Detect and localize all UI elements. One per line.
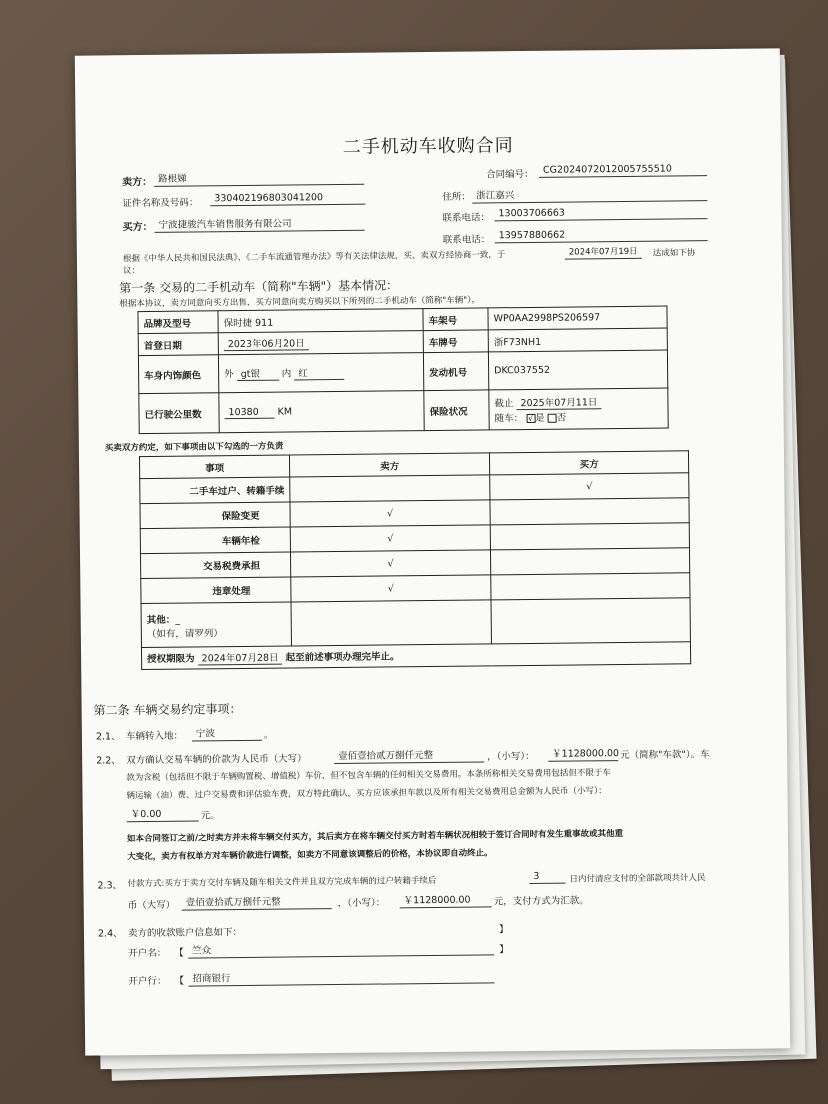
clause-2-2-text3: 元（简称"车款"）。车 [620, 749, 710, 762]
yes-checkbox[interactable]: √ [528, 413, 534, 423]
price-chinese: 壹佰壹拾贰万捌仟元整 [334, 746, 484, 764]
vin-label: 车架号 [423, 308, 488, 331]
mileage-label: 已行驶公里数 [139, 393, 219, 434]
payment-chinese: 壹佰壹拾贰万捌仟元整 [182, 893, 332, 911]
mileage-unit: KM [277, 405, 293, 418]
clause-2-2-text1: 双方确认交易车辆的价款为人民币（大写） [126, 753, 307, 767]
contract-page [75, 48, 790, 1055]
clause-2-3-num: 2.3、 [97, 880, 123, 892]
color-cell [218, 353, 423, 393]
account-name: 竺众 [188, 939, 494, 958]
duty-buyer-check[interactable] [490, 548, 689, 575]
deadline-cell [141, 642, 690, 670]
duty-item: 车辆年检 [140, 527, 290, 554]
buyer-name: 宁波捷骏汽车销售服务有限公司 [154, 215, 364, 233]
insurance-cell [489, 388, 668, 430]
id-label: 证件名称及号码： [122, 197, 199, 210]
duty-seller-check[interactable]: √ [290, 500, 490, 527]
clause-2-4-num: 2.4、 [97, 928, 123, 940]
with-car-label: 随车： [494, 413, 524, 425]
brand-value: 保时捷 911 [218, 309, 423, 333]
section1-title: 第一条 交易的二手机动车（简称"车辆"）基本情况： [119, 278, 399, 296]
clause-2-3-text2: 日内付清应支付的全部款项共计人民 [569, 873, 706, 885]
address-label: 住所： [442, 191, 471, 203]
insurance-date: 2025年07月11日 [516, 394, 601, 410]
plate-value: 浙F73NH1 [488, 328, 667, 352]
deadline-end: 起至前述事项办理完毕止。 [285, 651, 400, 664]
reg-date-label: 首登日期 [138, 333, 218, 356]
brand-label: 品牌及型号 [138, 311, 218, 334]
duty-intro: 买卖双方约定，如下事项由以下勾选的一方负责 [104, 441, 284, 454]
insurance-label: 保险状况 [424, 390, 489, 431]
no-label: 否 [556, 412, 567, 424]
outer-color: gt银 [237, 366, 279, 381]
color-label: 车身内饰颜色 [138, 355, 218, 394]
other-hint: （如有，请罗列） [146, 627, 223, 640]
bank-name: 招商银行 [188, 967, 494, 986]
clause-2-3-text5: 元，支付方式为汇款。 [493, 895, 589, 908]
duty-buyer-check[interactable] [490, 498, 689, 525]
inner-color: 红 [294, 365, 344, 381]
inner-prefix: 内 [281, 368, 292, 380]
contract-no-label: 合同编号： [485, 168, 534, 181]
vin-value: WP0AA2998PS206597 [488, 306, 667, 330]
duty-buyer-check[interactable]: √ [490, 473, 689, 500]
duty-other-buyer[interactable] [491, 598, 690, 644]
bracket-open-2: 【 [174, 947, 184, 959]
duty-item: 二手车过户、转籍手续 [140, 477, 290, 504]
duty-seller-check[interactable] [290, 475, 490, 502]
plate-label: 车牌号 [423, 330, 488, 353]
duty-item: 保险变更 [140, 502, 290, 529]
basis-end: 达成如下协 [652, 248, 696, 259]
duty-other-seller[interactable] [291, 600, 491, 646]
duty-item: 违章处理 [141, 577, 291, 604]
clause-2-2-line2: 款为含税（包括但不限于车辆购置税、增值税）车价，但不包含车辆的任何相关交易费用。本条所称相关交易费用包括但不限于车 [126, 768, 611, 784]
id-number: 330402196803041200 [210, 192, 365, 207]
bank-label: 开户行： [128, 975, 167, 988]
buyer-phone: 13957880662 [495, 228, 708, 243]
buyer-phone-label: 联系电话： [442, 234, 491, 246]
other-label: 其他： [146, 614, 176, 626]
basis-date: 2024年07月19日 [565, 245, 642, 260]
deadline-label: 授权期限为 [147, 653, 195, 665]
duty-seller-check[interactable]: √ [291, 575, 491, 602]
clause-2-2-num: 2.2、 [96, 755, 121, 767]
adjust-clause-line2: 大变化，卖方有权单方对车辆价款进行调整，如卖方不同意该调整后的价格，本协议即自动终止。 [127, 848, 493, 863]
clause-2-2-line3: 辆运输（油）费、过户交易费和评估验车费，双方特此确认，买方应该承担车款以及所有相关交易费用总金额为人民币（小写）： [126, 786, 607, 802]
contract-title: 二手机动车收购合同 [342, 135, 514, 158]
duty-seller-check[interactable]: √ [290, 525, 490, 552]
mileage-value: 10380 [224, 406, 274, 419]
yes-label: 是 [535, 412, 545, 424]
extra-fees: ￥0.00 [127, 805, 199, 822]
duty-buyer-check[interactable] [491, 573, 690, 600]
section1-intro: 根据本协议，卖方同意向买方出售，买方同意向卖方购买以下所列的二手机动车（简称"车辆"）。 [119, 295, 480, 310]
engine-label: 发动机号 [423, 352, 488, 391]
clause-2-3-text3: 币（大写） [127, 899, 176, 912]
clause-2-4-label: 卖方的收款账户信息如下： [127, 927, 243, 940]
section2-title: 第二条 车辆交易约定事项： [93, 702, 242, 718]
duty-header-buyer: 买方 [489, 451, 688, 475]
duty-item: 交易税费承担 [141, 552, 291, 579]
seller-name: 路根娣 [154, 169, 364, 187]
account-name-label: 开户名： [128, 947, 167, 960]
transfer-city: 宁波 [192, 725, 262, 742]
clause-2-1-num: 2.1、 [95, 731, 121, 743]
duty-seller-check[interactable]: √ [290, 550, 490, 577]
clause-2-2-fee-end: 元。 [200, 810, 220, 822]
basis-end2: 议： [122, 266, 141, 277]
seller-phone: 13003706663 [494, 206, 707, 221]
mileage-cell [219, 391, 424, 433]
outer-prefix: 外 [224, 369, 234, 381]
duty-buyer-check[interactable] [490, 523, 689, 550]
buyer-label: 买方： [122, 221, 153, 234]
payment-numeric: ￥1128000.00 [400, 891, 492, 908]
vehicle-info-table [137, 306, 668, 435]
address: 浙江嘉兴 [472, 185, 707, 203]
reg-date-cell [218, 331, 423, 355]
bracket-close-2: 】 [499, 944, 509, 956]
insurance-prefix: 截止 [494, 398, 514, 410]
reg-date-value: 2023年06月20日 [224, 335, 309, 351]
seller-label: 卖方： [122, 176, 153, 189]
no-checkbox[interactable] [548, 414, 557, 423]
engine-value: DKC037552 [488, 350, 667, 390]
bracket-close-1: 】 [498, 924, 509, 936]
seller-phone-label: 联系电话： [442, 212, 491, 224]
duty-header-item: 事项 [139, 455, 289, 479]
contract-no: CG2024072012005755510 [539, 163, 707, 178]
bracket-open-3: 【 [174, 975, 185, 987]
deadline-date: 2024年07月28日 [198, 650, 283, 666]
duty-table [139, 450, 691, 670]
adjust-clause-line1: 如本合同签订之前/之时卖方并未将车辆交付买方，其后卖方在将车辆交付买方时若车辆状况相较于签订合同时有发生重事故或其他重 [126, 829, 624, 845]
duty-header-seller: 卖方 [289, 453, 489, 477]
clause-2-1-label: 车辆转入地： [125, 730, 183, 743]
clause-2-3-text1: 付款方式:买方于卖方交付车辆及随车相关文件并且双方完成车辆的过户转籍手续后 [127, 875, 437, 890]
basis-text: 根据《中华人民共和国民法典》、《二手车流通管理办法》等有关法律法规，买、卖双方经协商一致，于 [122, 250, 506, 265]
duty-other-cell [141, 602, 291, 648]
price-numeric: ￥1128000.00 [548, 745, 618, 762]
other-value: _ [175, 614, 181, 626]
payment-days: 3 [529, 871, 565, 884]
duty-row-other [141, 598, 690, 648]
clause-2-2-text2: ，（小写）： [487, 750, 535, 763]
clause-2-3-text4: ，（小写）： [337, 897, 386, 910]
clause-2-1-end: 。 [263, 729, 274, 741]
